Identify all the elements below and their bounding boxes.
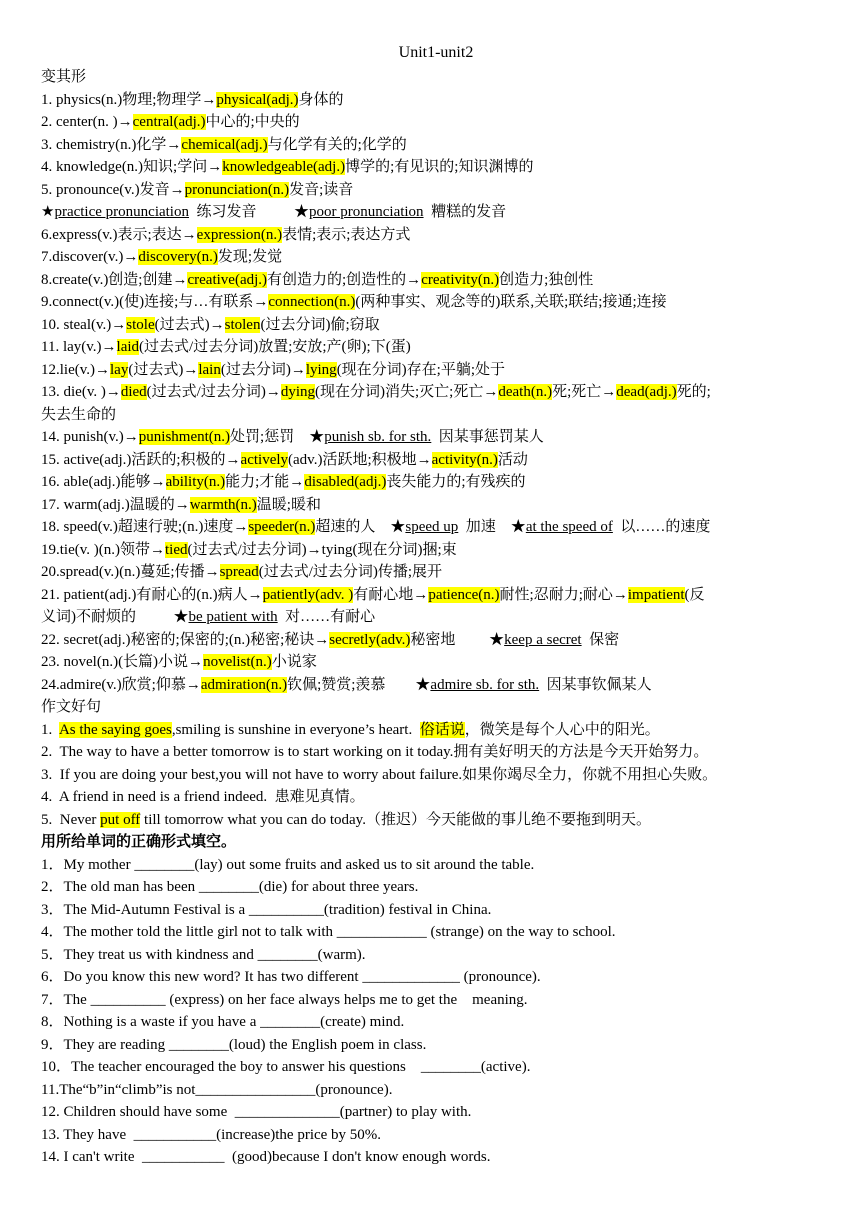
word-form-row bbox=[41, 179, 831, 202]
highlighted-term: speeder(n.) bbox=[248, 519, 316, 535]
word-form-row bbox=[41, 584, 831, 607]
word-forms-list bbox=[41, 89, 831, 697]
highlighted-term: lain bbox=[198, 361, 221, 378]
underlined-phrase: poor pronunciation bbox=[309, 204, 424, 220]
text-segment: 义词)不耐烦的 ★ bbox=[41, 609, 189, 625]
word-form-row bbox=[41, 561, 831, 584]
text-segment: 17. warm(adj.)温暖的→ bbox=[41, 496, 190, 513]
answer-blank: ________ bbox=[198, 879, 259, 895]
exercise-row bbox=[41, 1101, 831, 1124]
text-segment: 1. bbox=[41, 721, 59, 738]
text-segment: 21. patient(adj.)有耐心的(n.)病人→ bbox=[41, 586, 263, 603]
text-segment: 1. physics(n.)物理;物理学→ bbox=[41, 91, 217, 108]
answer-blank: ________ bbox=[134, 856, 195, 873]
answer-blank: ___________ bbox=[142, 1149, 225, 1165]
text-segment: (过去式/过去分词)传播;展开 bbox=[258, 564, 443, 580]
text-segment: (过去式/过去分词)→tying(现在分词)捆;束 bbox=[187, 541, 457, 558]
word-form-row bbox=[41, 336, 831, 359]
text-segment: 身体的 bbox=[298, 91, 344, 108]
text-segment: 加速 ★ bbox=[458, 519, 526, 535]
word-form-row bbox=[41, 224, 831, 247]
text-segment: 9.connect(v.)(使)连接;与…有联系→ bbox=[41, 294, 269, 310]
exercise-row bbox=[41, 1079, 831, 1102]
highlighted-term: patience(n.) bbox=[428, 586, 500, 603]
answer-blank: ___________ bbox=[133, 1126, 217, 1143]
underlined-phrase: speed up bbox=[405, 519, 459, 535]
text-segment: 2. The way to have a better tomorrow is to start working on it today.拥有美好明天的方法是今天开始努力。 bbox=[41, 744, 709, 760]
highlighted-term: 俗话说 bbox=[419, 721, 465, 738]
text-segment: (die) for about three years. bbox=[258, 879, 419, 895]
exercise-row bbox=[41, 944, 831, 967]
text-segment: (pronounce). bbox=[315, 1081, 393, 1098]
highlighted-term: tied bbox=[165, 541, 188, 558]
section-heading-word-forms: 变其形 bbox=[41, 69, 87, 85]
text-segment: 有创造力的;创造性的→ bbox=[267, 271, 422, 288]
text-segment: 11. lay(v.)→ bbox=[41, 339, 117, 355]
highlighted-term: actively bbox=[240, 451, 289, 468]
text-segment: 失去生命的 bbox=[41, 406, 117, 423]
underlined-phrase: punish sb. for sth. bbox=[324, 429, 432, 445]
underlined-phrase: keep a secret bbox=[504, 631, 582, 648]
text-segment: 22. secret(adj.)秘密的;保密的;(n.)秘密;秘诀→ bbox=[41, 631, 330, 648]
word-form-row bbox=[41, 674, 831, 697]
highlighted-term: punishment(n.) bbox=[138, 429, 231, 445]
word-form-row bbox=[41, 201, 831, 224]
text-segment: 以……的速度 bbox=[612, 519, 711, 535]
text-segment: 11.The“b”in“climb”is not bbox=[41, 1081, 196, 1098]
text-segment: 10．The teacher encouraged the boy to answer his questions bbox=[41, 1059, 421, 1075]
highlighted-term: lying bbox=[305, 361, 337, 378]
word-form-row bbox=[41, 516, 831, 539]
highlighted-term: pronunciation(n.) bbox=[184, 181, 290, 198]
answer-blank: ____________ bbox=[336, 924, 427, 940]
highlighted-term: knowledgeable(adj.) bbox=[222, 159, 346, 175]
text-segment: 6．Do you know this new word? It has two different bbox=[41, 969, 363, 985]
text-segment: 5. Never bbox=[41, 811, 101, 828]
text-segment: 死;死亡→ bbox=[552, 384, 617, 400]
answer-blank: ________ bbox=[257, 946, 318, 963]
text-segment: 活动 bbox=[497, 451, 528, 468]
text-segment: (现在分词)消失;灭亡;死亡→ bbox=[315, 384, 499, 400]
text-segment: 13. die(v. )→ bbox=[41, 384, 121, 400]
text-segment: 4. A friend in need is a friend indeed. 患难见真情。 bbox=[41, 789, 365, 805]
answer-blank: __________ bbox=[90, 991, 166, 1008]
highlighted-term: creativity(n.) bbox=[421, 271, 500, 288]
text-segment: (过去式/过去分词)→ bbox=[146, 384, 281, 400]
text-segment: 23. novel(n.)(长篇)小说→ bbox=[41, 654, 204, 670]
text-segment: 24.admire(v.)欣赏;仰慕→ bbox=[41, 676, 201, 693]
text-segment: 因某事钦佩某人 bbox=[539, 676, 652, 693]
text-segment: 发音;读音 bbox=[289, 181, 354, 198]
underlined-phrase: practice pronunciation bbox=[54, 204, 189, 220]
text-segment: 19.tie(v. )(n.)领带→ bbox=[41, 541, 165, 558]
text-segment: (过去式/过去分词)放置;安放;产(卵);下(蛋) bbox=[139, 339, 411, 355]
text-segment: 能力;才能→ bbox=[225, 474, 305, 490]
text-segment: 7．The bbox=[41, 991, 91, 1008]
text-segment: ，微笑是每个人心中的阳光。 bbox=[464, 721, 660, 738]
text-segment: 5. pronounce(v.)发音→ bbox=[41, 181, 185, 198]
sentence-row bbox=[41, 764, 831, 787]
text-segment: 5．They treat us with kindness and bbox=[41, 946, 258, 963]
text-segment: 1．My mother bbox=[41, 856, 135, 873]
answer-blank: ________ bbox=[260, 1014, 321, 1030]
text-segment: 4．The mother told the little girl not to talk with bbox=[41, 924, 337, 940]
highlighted-term: laid bbox=[116, 339, 140, 355]
text-segment: 14. I can't write bbox=[41, 1149, 143, 1165]
text-segment: 13. They have bbox=[41, 1126, 134, 1143]
text-segment: (过去分词)偷;窃取 bbox=[260, 316, 380, 333]
highlighted-term: central(adj.) bbox=[132, 114, 206, 130]
word-form-row bbox=[41, 539, 831, 562]
text-segment: ,smiling is sunshine in everyone’s heart. bbox=[171, 721, 420, 738]
word-form-row bbox=[41, 246, 831, 269]
text-segment: 超速的人 ★ bbox=[315, 519, 406, 535]
word-form-row bbox=[41, 449, 831, 472]
highlighted-term: put off bbox=[100, 811, 141, 828]
text-segment: 表情;表示;表达方式 bbox=[282, 226, 411, 243]
text-segment: 7.discover(v.)→ bbox=[41, 249, 139, 265]
text-segment: 16. able(adj.)能够→ bbox=[41, 474, 166, 490]
text-segment: 发现;发觉 bbox=[217, 249, 283, 265]
exercise-row bbox=[41, 1011, 831, 1034]
sentence-row bbox=[41, 809, 831, 832]
exercise-row bbox=[41, 1056, 831, 1079]
text-segment: 10. steal(v.)→ bbox=[41, 316, 127, 333]
text-segment: (过去式)→ bbox=[154, 316, 225, 333]
highlighted-term: death(n.) bbox=[498, 384, 553, 400]
text-segment: 3. chemistry(n.)化学→ bbox=[41, 136, 182, 153]
text-segment: ★ bbox=[41, 204, 55, 220]
text-segment: 2. center(n. )→ bbox=[41, 114, 133, 130]
exercise-row bbox=[41, 899, 831, 922]
answer-blank: _____________ bbox=[362, 969, 460, 985]
text-segment: 3．The Mid-Autumn Festival is a bbox=[41, 901, 249, 918]
highlighted-term: spread bbox=[219, 564, 259, 580]
word-form-row bbox=[41, 111, 831, 134]
word-form-row bbox=[41, 314, 831, 337]
text-segment: (warm). bbox=[317, 946, 366, 963]
word-form-row bbox=[41, 269, 831, 292]
word-form-row bbox=[41, 629, 831, 652]
text-segment: 保密 bbox=[581, 631, 620, 648]
exercise-row bbox=[41, 876, 831, 899]
text-segment: (good)because I don't know enough words. bbox=[224, 1149, 491, 1165]
exercise-row bbox=[41, 1146, 831, 1169]
text-segment: (active). bbox=[480, 1059, 531, 1075]
highlighted-term: creative(adj.) bbox=[187, 271, 268, 288]
word-form-row bbox=[41, 381, 831, 404]
highlighted-term: dying bbox=[280, 384, 316, 400]
text-segment: 12. Children should have some bbox=[41, 1104, 235, 1120]
text-segment: 8．Nothing is a waste if you have a bbox=[41, 1014, 261, 1030]
highlighted-term: expression(n.) bbox=[196, 226, 283, 243]
text-segment: 创造力;独创性 bbox=[499, 271, 594, 288]
page-title: Unit1-unit2 bbox=[398, 44, 474, 61]
highlighted-term: As the saying goes bbox=[58, 721, 172, 738]
highlighted-term: warmth(n.) bbox=[189, 496, 257, 513]
exercise-row bbox=[41, 1034, 831, 1057]
word-form-row bbox=[41, 291, 831, 314]
text-segment: (partner) to play with. bbox=[339, 1104, 472, 1120]
text-segment: 处罚;惩罚 ★ bbox=[230, 429, 325, 445]
highlighted-term: activity(n.) bbox=[431, 451, 498, 468]
text-segment: 12.lie(v.)→ bbox=[41, 361, 111, 378]
text-segment: (create) mind. bbox=[320, 1014, 405, 1030]
text-segment: 与化学有关的;化学的 bbox=[267, 136, 407, 153]
text-segment: (两种事实、观念等的)联系,关联;联结;接通;连接 bbox=[355, 294, 667, 310]
highlighted-term: patiently(adv. ) bbox=[262, 586, 354, 603]
word-form-row bbox=[41, 426, 831, 449]
sentence-row bbox=[41, 741, 831, 764]
document-page bbox=[41, 43, 831, 1169]
highlighted-term: stole bbox=[126, 316, 155, 333]
word-form-row bbox=[41, 494, 831, 517]
text-segment: (过去式)→ bbox=[128, 361, 199, 378]
sentence-row bbox=[41, 719, 831, 742]
text-segment: 有耐心地→ bbox=[353, 586, 429, 603]
text-segment: 丧失能力的;有残疾的 bbox=[386, 474, 526, 490]
good-sentences-list bbox=[41, 719, 831, 832]
highlighted-term: physical(adj.) bbox=[216, 91, 299, 108]
text-segment: 练习发音 ★ bbox=[188, 204, 309, 220]
word-form-row bbox=[41, 651, 831, 674]
text-segment: 18. speed(v.)超速行驶;(n.)速度→ bbox=[41, 519, 249, 535]
text-segment: (pronounce). bbox=[459, 969, 541, 985]
word-form-row bbox=[41, 471, 831, 494]
underlined-phrase: at the speed of bbox=[525, 519, 613, 535]
text-segment: 因某事惩罚某人 bbox=[431, 429, 544, 445]
text-segment: 糟糕的发音 bbox=[423, 204, 507, 220]
answer-blank: ______________ bbox=[234, 1104, 340, 1120]
exercise-row bbox=[41, 921, 831, 944]
exercise-row bbox=[41, 989, 831, 1012]
highlighted-term: connection(n.) bbox=[268, 294, 356, 310]
text-segment: 对……有耐心 bbox=[277, 609, 376, 625]
word-form-row bbox=[41, 404, 831, 427]
answer-blank: ________ bbox=[168, 1036, 229, 1053]
text-segment: 9．They are reading bbox=[41, 1036, 169, 1053]
section-heading-good-sentences: 作文好句 bbox=[41, 699, 102, 715]
highlighted-term: lay bbox=[110, 361, 129, 378]
text-segment: 钦佩;赞赏;羡慕 ★ bbox=[287, 676, 431, 693]
text-segment: (express) on her face always helps me to get the meaning. bbox=[165, 991, 528, 1008]
text-segment: (lay) out some fruits and asked us to sit around the table. bbox=[194, 856, 535, 873]
answer-blank: ________ bbox=[420, 1059, 481, 1075]
word-form-row bbox=[41, 89, 831, 112]
section-heading-exercises: 用所给单词的正确形式填空。 bbox=[41, 834, 237, 850]
highlighted-term: disabled(adj.) bbox=[304, 474, 387, 490]
word-form-row bbox=[41, 134, 831, 157]
text-segment: (increase)the price by 50%. bbox=[216, 1126, 382, 1143]
text-segment: 秘密地 ★ bbox=[410, 631, 505, 648]
text-segment: 博学的;有见识的;知识渊博的 bbox=[345, 159, 534, 175]
text-segment: (adv.)活跃地;积极地→ bbox=[288, 451, 432, 468]
text-segment: till tomorrow what you can do today.（推迟）今天能做的事儿绝不要拖到明天。 bbox=[140, 811, 651, 828]
word-form-row bbox=[41, 359, 831, 382]
text-segment: (过去分词)→ bbox=[220, 361, 306, 378]
text-segment: (反 bbox=[684, 586, 705, 603]
word-form-row bbox=[41, 606, 831, 629]
answer-blank: ________________ bbox=[195, 1081, 316, 1098]
text-segment: 3. If you are doing your best,you will not have to worry about failure.如果你竭尽全力，你就不用担心失败。 bbox=[41, 766, 718, 783]
sentence-row bbox=[41, 786, 831, 809]
answer-blank: __________ bbox=[248, 901, 324, 918]
text-segment: 死的; bbox=[676, 384, 711, 400]
highlighted-term: admiration(n.) bbox=[200, 676, 288, 693]
exercise-row bbox=[41, 966, 831, 989]
highlighted-term: died bbox=[120, 384, 147, 400]
highlighted-term: dead(adj.) bbox=[616, 384, 677, 400]
text-segment: 4. knowledge(n.)知识;学问→ bbox=[41, 159, 223, 175]
highlighted-term: stolen bbox=[224, 316, 261, 333]
text-segment: 耐性;忍耐力;耐心→ bbox=[499, 586, 628, 603]
text-segment: (tradition) festival in China. bbox=[323, 901, 492, 918]
exercises-list bbox=[41, 854, 831, 1169]
text-segment: 小说家 bbox=[271, 654, 317, 670]
text-segment: 8.create(v.)创造;创建→ bbox=[41, 271, 188, 288]
underlined-phrase: be patient with bbox=[188, 609, 278, 625]
text-segment: 15. active(adj.)活跃的;积极的→ bbox=[41, 451, 241, 468]
text-segment: (现在分词)存在;平躺;处于 bbox=[336, 361, 506, 378]
highlighted-term: discovery(n.) bbox=[138, 249, 218, 265]
text-segment: 6.express(v.)表示;表达→ bbox=[41, 226, 197, 243]
exercise-row bbox=[41, 854, 831, 877]
highlighted-term: impatient bbox=[627, 586, 685, 603]
text-segment: 中心的;中央的 bbox=[205, 114, 300, 130]
text-segment: (loud) the English poem in class. bbox=[228, 1036, 427, 1053]
highlighted-term: secretly(adv.) bbox=[329, 631, 411, 648]
text-segment: 2．The old man has been bbox=[41, 879, 199, 895]
text-segment: 14. punish(v.)→ bbox=[41, 429, 139, 445]
text-segment: (strange) on the way to school. bbox=[426, 924, 616, 940]
text-segment: 温暖;暖和 bbox=[256, 496, 321, 513]
highlighted-term: chemical(adj.) bbox=[181, 136, 268, 153]
text-segment: 20.spread(v.)(n.)蔓延;传播→ bbox=[41, 564, 220, 580]
exercise-row bbox=[41, 1124, 831, 1147]
highlighted-term: ability(n.) bbox=[165, 474, 226, 490]
underlined-phrase: admire sb. for sth. bbox=[430, 676, 540, 693]
word-form-row bbox=[41, 156, 831, 179]
highlighted-term: novelist(n.) bbox=[203, 654, 272, 670]
